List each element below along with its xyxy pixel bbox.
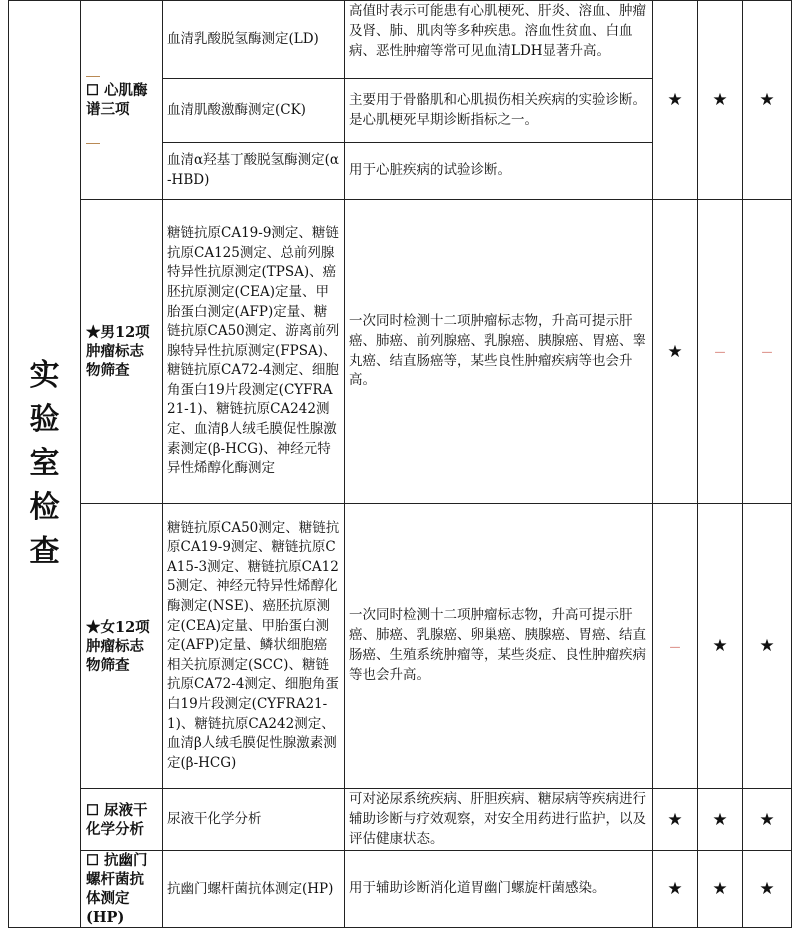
group-name-hp: ☐ 抗幽门螺杆菌抗体测定(HP) [81,851,163,928]
divider [86,143,100,144]
mark-col-3: ★ [743,851,792,928]
group-name-female-tumor: ★女12项肿瘤标志物筛查 [81,504,163,789]
mark-col-3: － [743,200,792,504]
test-name: 血清肌酸激酶测定(CK) [163,79,345,143]
mark-col-2: ★ [698,789,743,851]
category-char: 实 [29,358,60,394]
mark-col-2: ★ [698,504,743,789]
test-description: 主要用于骨骼肌和心肌损伤相关疾病的实验诊断。是心肌梗死早期诊断指标之一。 [345,79,653,143]
group-name-male-tumor: ★男12项肿瘤标志物筛查 [81,200,163,504]
mark-col-2: ★ [698,1,743,200]
mark-col-1: ★ [653,851,698,928]
table-row [9,1,792,79]
test-description: 用于辅助诊断消化道胃幽门螺旋杆菌感染。 [345,851,653,928]
table-row [9,789,792,851]
test-name: 尿液干化学分析 [163,789,345,851]
divider [86,76,100,77]
group-name-heart-enzymes [81,1,163,200]
mark-col-1: ★ [653,200,698,504]
group-label: ☐ 心肌酶谱三项 [86,82,148,118]
test-description: 用于心脏疾病的试验诊断。 [345,143,653,200]
exam-table-sheet [8,0,791,927]
table-row [9,200,792,504]
mark-col-3: ★ [743,504,792,789]
group-name-urine: ☐ 尿液干化学分析 [81,789,163,851]
category-char: 查 [29,534,60,570]
table-row [9,851,792,928]
mark-col-3: ★ [743,1,792,200]
table-row [9,504,792,789]
test-description: 一次同时检测十二项肿瘤标志物，升高可提示肝癌、肺癌、前列腺癌、乳腺癌、胰腺癌、胃癌、睾丸癌、结直肠癌等，某些良性肿瘤疾病等也会升高。 [345,200,653,504]
mark-col-2: － [698,200,743,504]
test-name: 抗幽门螺杆菌抗体测定(HP) [163,851,345,928]
test-description: 高值时表示可能患有心肌梗死、肝炎、溶血、肿瘤及肾、肺、肌肉等多种疾患。溶血性贫血、白血病、恶性肿瘤等常可见血清LDH显著升高。 [345,1,653,79]
test-name: 糖链抗原CA50测定、糖链抗原CA19-9测定、糖链抗原CA15-3测定、糖链抗原CA125测定、神经元特异性烯醇化酶测定(NSE)、癌胚抗原测定(CEA)定量、甲胎蛋白测定(AFP)定量、鳞状细胞癌相关抗原测定(SCC)、糖链抗原CA72-4测定、细胞角蛋白19片段测定(CYFRA21-1)、糖链抗原CA242测定、血清β人绒毛膜促性腺激素测定(β-HCG) [163,504,345,789]
category-cell [9,1,81,928]
test-description: 可对泌尿系统疾病、肝胆疾病、糖尿病等疾病进行辅助诊断与疗效观察，对安全用药进行监护，以及评估健康状态。 [345,789,653,851]
mark-col-1: － [653,504,698,789]
test-name: 血清α羟基丁酸脱氢酶测定(α-HBD) [163,143,345,200]
category-char: 室 [29,446,60,482]
mark-col-1: ★ [653,1,698,200]
test-description: 一次同时检测十二项肿瘤标志物，升高可提示肝癌、肺癌、乳腺癌、卵巢癌、胰腺癌、胃癌、结直肠癌、生殖系统肿瘤等，某些炎症、良性肿瘤疾病等也会升高。 [345,504,653,789]
lab-exam-table [8,0,792,928]
mark-col-2: ★ [698,851,743,928]
test-name: 糖链抗原CA19-9测定、糖链抗原CA125测定、总前列腺特异性抗原测定(TPSA)、癌胚抗原测定(CEA)定量、甲胎蛋白测定(AFP)定量、糖链抗原CA50测定、游离前列腺特异性抗原测定(FPSA)、糖链抗原CA72-4测定、细胞角蛋白19片段测定(CYFRA21-1)、糖链抗原CA242测定、血清β人绒毛膜促性腺激素测定(β-HCG)、神经元特异性烯醇化酶测定 [163,200,345,504]
category-char: 检 [29,490,60,526]
test-name: 血清乳酸脱氢酶测定(LD) [163,1,345,79]
mark-col-3: ★ [743,789,792,851]
category-char: 验 [29,402,60,438]
mark-col-1: ★ [653,789,698,851]
